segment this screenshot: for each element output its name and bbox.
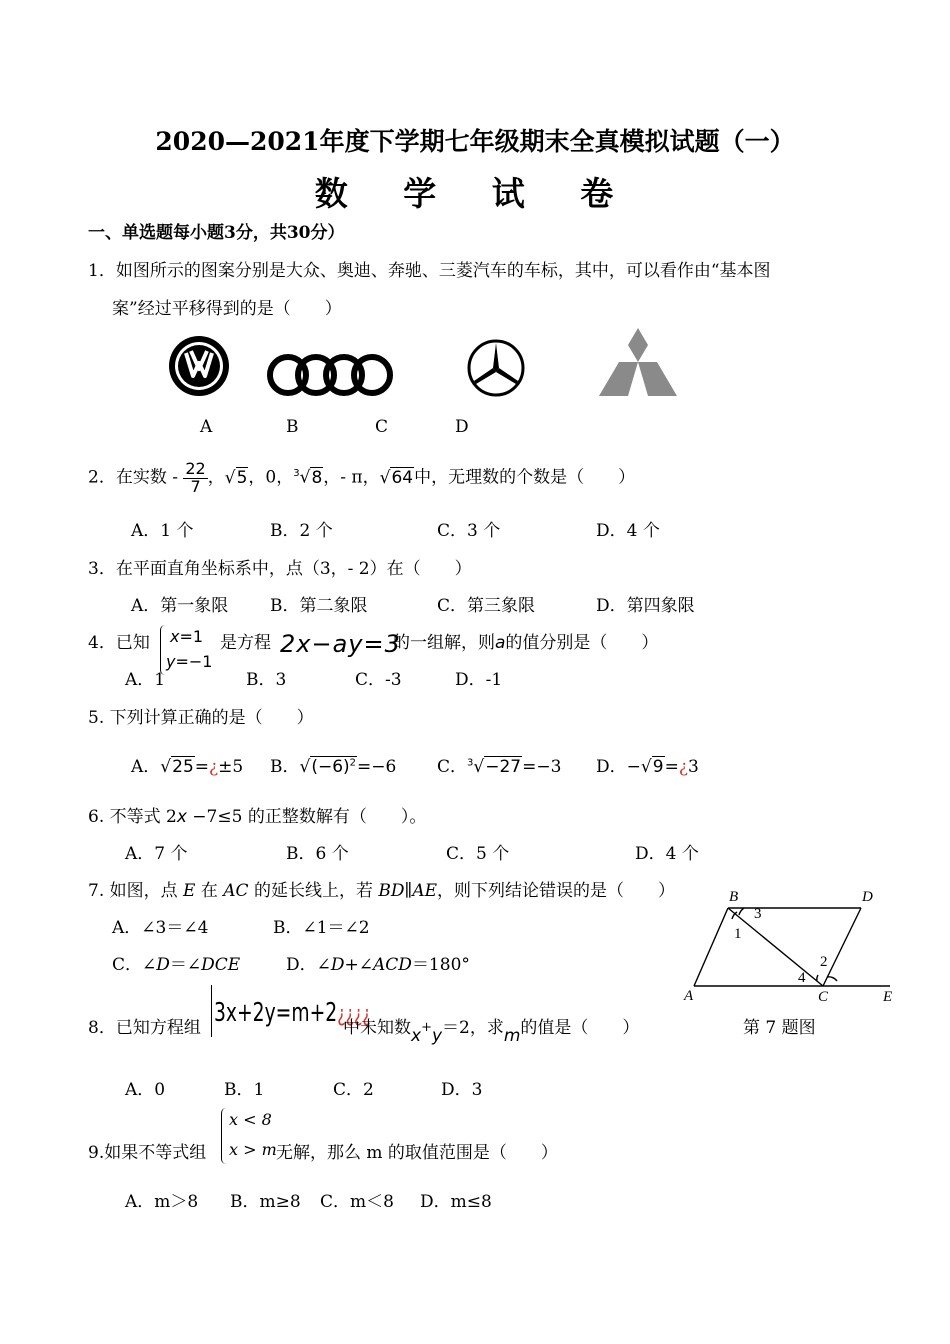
volkswagen-logo-icon xyxy=(166,333,232,399)
text: +∠ xyxy=(344,955,374,975)
point-e: E xyxy=(183,881,196,901)
q6-option-c[interactable]: C．5 个 xyxy=(446,844,510,864)
mitsubishi-diamonds-icon xyxy=(599,326,677,398)
fig-angle-2: 2 xyxy=(820,954,828,970)
q6-option-d[interactable]: D．4 个 xyxy=(635,844,699,864)
q6-stem xyxy=(88,802,426,827)
angle-d: D xyxy=(330,955,345,975)
q2-fraction xyxy=(183,458,207,496)
exponent: 2 xyxy=(349,757,357,769)
option-label: D． xyxy=(596,757,627,777)
inequality-2: x > m xyxy=(229,1140,277,1159)
fig-label-b: B xyxy=(729,889,739,905)
q7-geometry-figure xyxy=(680,885,900,1007)
text: ，则下列结论错误的是（ ） xyxy=(437,881,676,901)
q3-option-c[interactable]: C．第三象限 xyxy=(437,596,536,616)
option-label: A． xyxy=(131,757,161,777)
inequality-1: x < 8 xyxy=(229,1110,272,1129)
q8-system-brace xyxy=(211,985,212,1037)
fig-angle-3: 3 xyxy=(754,906,762,922)
fig-label-c: C xyxy=(818,989,829,1005)
q2-mid: ，0， xyxy=(248,467,294,488)
q5-option-c[interactable] xyxy=(437,752,561,777)
equals: = xyxy=(194,757,210,777)
value: ±5 xyxy=(218,757,244,777)
q5-option-d[interactable] xyxy=(596,752,699,777)
q9-sys-line2 xyxy=(229,1140,277,1159)
q3-option-d[interactable]: D．第四象限 xyxy=(596,596,695,616)
cbrt: $^3$√−27 xyxy=(467,757,522,777)
radicand: 5 xyxy=(236,467,248,488)
q9-option-a[interactable]: A．m＞8 xyxy=(125,1192,199,1212)
q8-option-c[interactable]: C．2 xyxy=(333,1080,374,1100)
q6-suffix: −7≤5 的正整数解有（ ）。 xyxy=(186,807,427,827)
fig-angle-1: 1 xyxy=(734,926,742,942)
q2-prefix: 2．在实数 - xyxy=(88,467,178,488)
q4-suffix1: 的一组解，则 xyxy=(393,633,495,653)
q2-stem xyxy=(88,448,635,504)
text: ＝180° xyxy=(411,955,470,975)
fig-label-e: E xyxy=(883,989,893,1005)
value: =−6 xyxy=(357,757,397,777)
var-x: x xyxy=(411,1026,422,1046)
q2-option-a[interactable]: A．1 个 xyxy=(131,521,194,541)
parallel-symbol: ∥ xyxy=(404,881,413,901)
angle-dce: DCE xyxy=(201,955,241,975)
mercedes-star-icon xyxy=(466,338,526,398)
q6-option-a[interactable]: A．7 个 xyxy=(125,844,188,864)
q4-option-d[interactable]: D．-1 xyxy=(455,670,503,690)
q4-sys-line1: x=1 xyxy=(170,627,204,646)
segment-bd: BD xyxy=(378,881,405,901)
q5-stem: 5. 下列计算正确的是（ ） xyxy=(88,708,314,728)
q2-option-c[interactable]: C．3 个 xyxy=(437,521,501,541)
q7-option-b[interactable]: B．∠1＝∠2 xyxy=(273,918,370,938)
fraction-denominator: 7 xyxy=(190,476,201,496)
text: ＝2，求 xyxy=(442,1018,504,1038)
exam-title: 2020—2021年度下学期七年级期末全真模拟试题（一） xyxy=(155,127,795,156)
var-y: y xyxy=(431,1026,443,1046)
text: 7. 如图，点 xyxy=(88,881,184,901)
q7-figure-caption: 第 7 题图 xyxy=(743,1018,816,1038)
q8-equation: 3x+2y=m+2 xyxy=(214,998,338,1028)
radicand xyxy=(310,756,357,777)
q8-option-b[interactable]: B．1 xyxy=(224,1080,265,1100)
q6-option-b[interactable]: B．6 个 xyxy=(286,844,349,864)
q2-cbrt8: $^3$√8 xyxy=(293,467,323,488)
radicand: −27 xyxy=(485,757,522,777)
q1-stem-line2: 案”经过平移得到的是（ ） xyxy=(112,299,342,319)
angle-acd: ACD xyxy=(373,955,412,975)
radicand: 8 xyxy=(311,467,323,488)
angle-d: D xyxy=(156,955,170,975)
q2-option-d[interactable]: D．4 个 xyxy=(596,521,660,541)
q3-option-a[interactable]: A．第一象限 xyxy=(131,596,229,616)
sqrt: √9 xyxy=(640,757,664,777)
q4-mid: 是方程 xyxy=(220,633,271,653)
q9-prefix: 9.如果不等式组 xyxy=(88,1143,207,1163)
q9-sys-line1 xyxy=(229,1110,272,1129)
text: 中未知数 xyxy=(343,1018,411,1038)
q9-option-c[interactable]: C．m＜8 xyxy=(320,1192,394,1212)
logo-label-a: A xyxy=(200,417,213,437)
q6-var: x xyxy=(176,807,187,827)
q4-option-c[interactable]: C．-3 xyxy=(355,670,402,690)
broken-glyph: ¿ xyxy=(678,757,688,777)
q7-option-a[interactable]: A．∠3＝∠4 xyxy=(112,918,209,938)
root-index: 3 xyxy=(293,468,300,479)
text: 的延长线上，若 xyxy=(248,881,379,901)
q4-option-a[interactable]: A．1 xyxy=(125,670,166,690)
q5-option-b[interactable] xyxy=(270,752,396,777)
text: ＝∠ xyxy=(169,955,202,975)
q1-stem-line1: 1．如图所示的图案分别是大众、奥迪、奔驰、三菱汽车的车标，其中，可以看作由“基本图 xyxy=(88,261,771,281)
logo-label-d: D xyxy=(455,417,469,437)
q2-sqrt5: √5 xyxy=(224,467,248,488)
logo-label-c: C xyxy=(375,417,389,437)
q9-suffix: 无解，那么 m 的取值范围是（ ） xyxy=(276,1143,558,1163)
value: =−3 xyxy=(522,757,562,777)
q7-option-c[interactable] xyxy=(112,950,240,975)
q3-stem: 3．在平面直角坐标系中，点（3，- 2）在（ ） xyxy=(88,559,472,579)
q5-option-a[interactable] xyxy=(131,752,243,777)
radicand-base: (−6) xyxy=(311,757,350,777)
q7-option-d[interactable] xyxy=(286,950,470,975)
value: 3 xyxy=(687,757,699,777)
plus: + xyxy=(421,1020,432,1035)
q2-suffix: 中，无理数的个数是（ ） xyxy=(414,467,636,488)
root-index: 3 xyxy=(467,757,474,769)
q4-suffix2: 的值分别是（ ） xyxy=(505,633,659,653)
q2-sqrt64: √64 xyxy=(379,467,414,488)
section-heading: 一、单选题每小题3分，共30分） xyxy=(88,223,345,243)
q4-prefix: 4．已知 xyxy=(88,633,150,653)
broken-glyphs: ¿¿¿¿ xyxy=(337,1002,371,1027)
radicand: 9 xyxy=(652,757,664,777)
q8-prefix: 8．已知方程组 xyxy=(88,1018,201,1038)
segment-ac: AC xyxy=(223,881,249,901)
q4-var: a xyxy=(495,633,506,653)
fraction-numerator: 22 xyxy=(185,458,206,478)
q4-option-b[interactable]: B．3 xyxy=(246,670,287,690)
text: D．∠ xyxy=(286,955,331,975)
q8-option-a[interactable]: A．0 xyxy=(125,1080,166,1100)
broken-glyph: ¿ xyxy=(209,757,219,777)
segment-ae: AE xyxy=(412,881,438,901)
equals: = xyxy=(664,757,679,777)
fig-label-d: D xyxy=(862,889,873,905)
text: 在 xyxy=(195,881,224,901)
audi-rings-icon xyxy=(266,350,398,400)
q2-sep: ， xyxy=(207,467,225,488)
q8-rest xyxy=(343,1013,640,1046)
radicand: 25 xyxy=(172,757,194,777)
q3-option-b[interactable]: B．第二象限 xyxy=(270,596,368,616)
option-label: B． xyxy=(270,757,300,777)
fig-label-a: A xyxy=(684,988,694,1004)
q4-equation: 2x−ay=3 xyxy=(280,630,401,658)
q2-option-b[interactable]: B．2 个 xyxy=(270,521,333,541)
radicand: 64 xyxy=(391,467,414,488)
q8-option-d[interactable]: D．3 xyxy=(441,1080,483,1100)
q4-sys-line2: y=−1 xyxy=(166,652,213,671)
q9-option-d[interactable]: D．m≤8 xyxy=(420,1192,492,1212)
logo-label-b: B xyxy=(286,417,299,437)
q9-system-brace xyxy=(221,1108,226,1164)
text: 的值是（ ） xyxy=(520,1018,640,1038)
sqrt: √25 xyxy=(160,757,194,777)
text: C．∠ xyxy=(112,955,157,975)
q4-suffix xyxy=(393,628,658,653)
var-m: m xyxy=(503,1026,521,1046)
option-label: C． xyxy=(437,757,468,777)
q6-prefix: 6. 不等式 2 xyxy=(88,807,177,827)
q2-mid2: ，- π， xyxy=(323,467,380,488)
fig-angle-4: 4 xyxy=(798,970,806,986)
q9-option-b[interactable]: B．m≥8 xyxy=(230,1192,301,1212)
minus: − xyxy=(626,757,641,777)
q7-stem xyxy=(88,876,675,901)
sqrt: $√(-6)^2$ xyxy=(299,757,357,777)
exam-subtitle: 数 学 试 卷 xyxy=(314,174,636,213)
